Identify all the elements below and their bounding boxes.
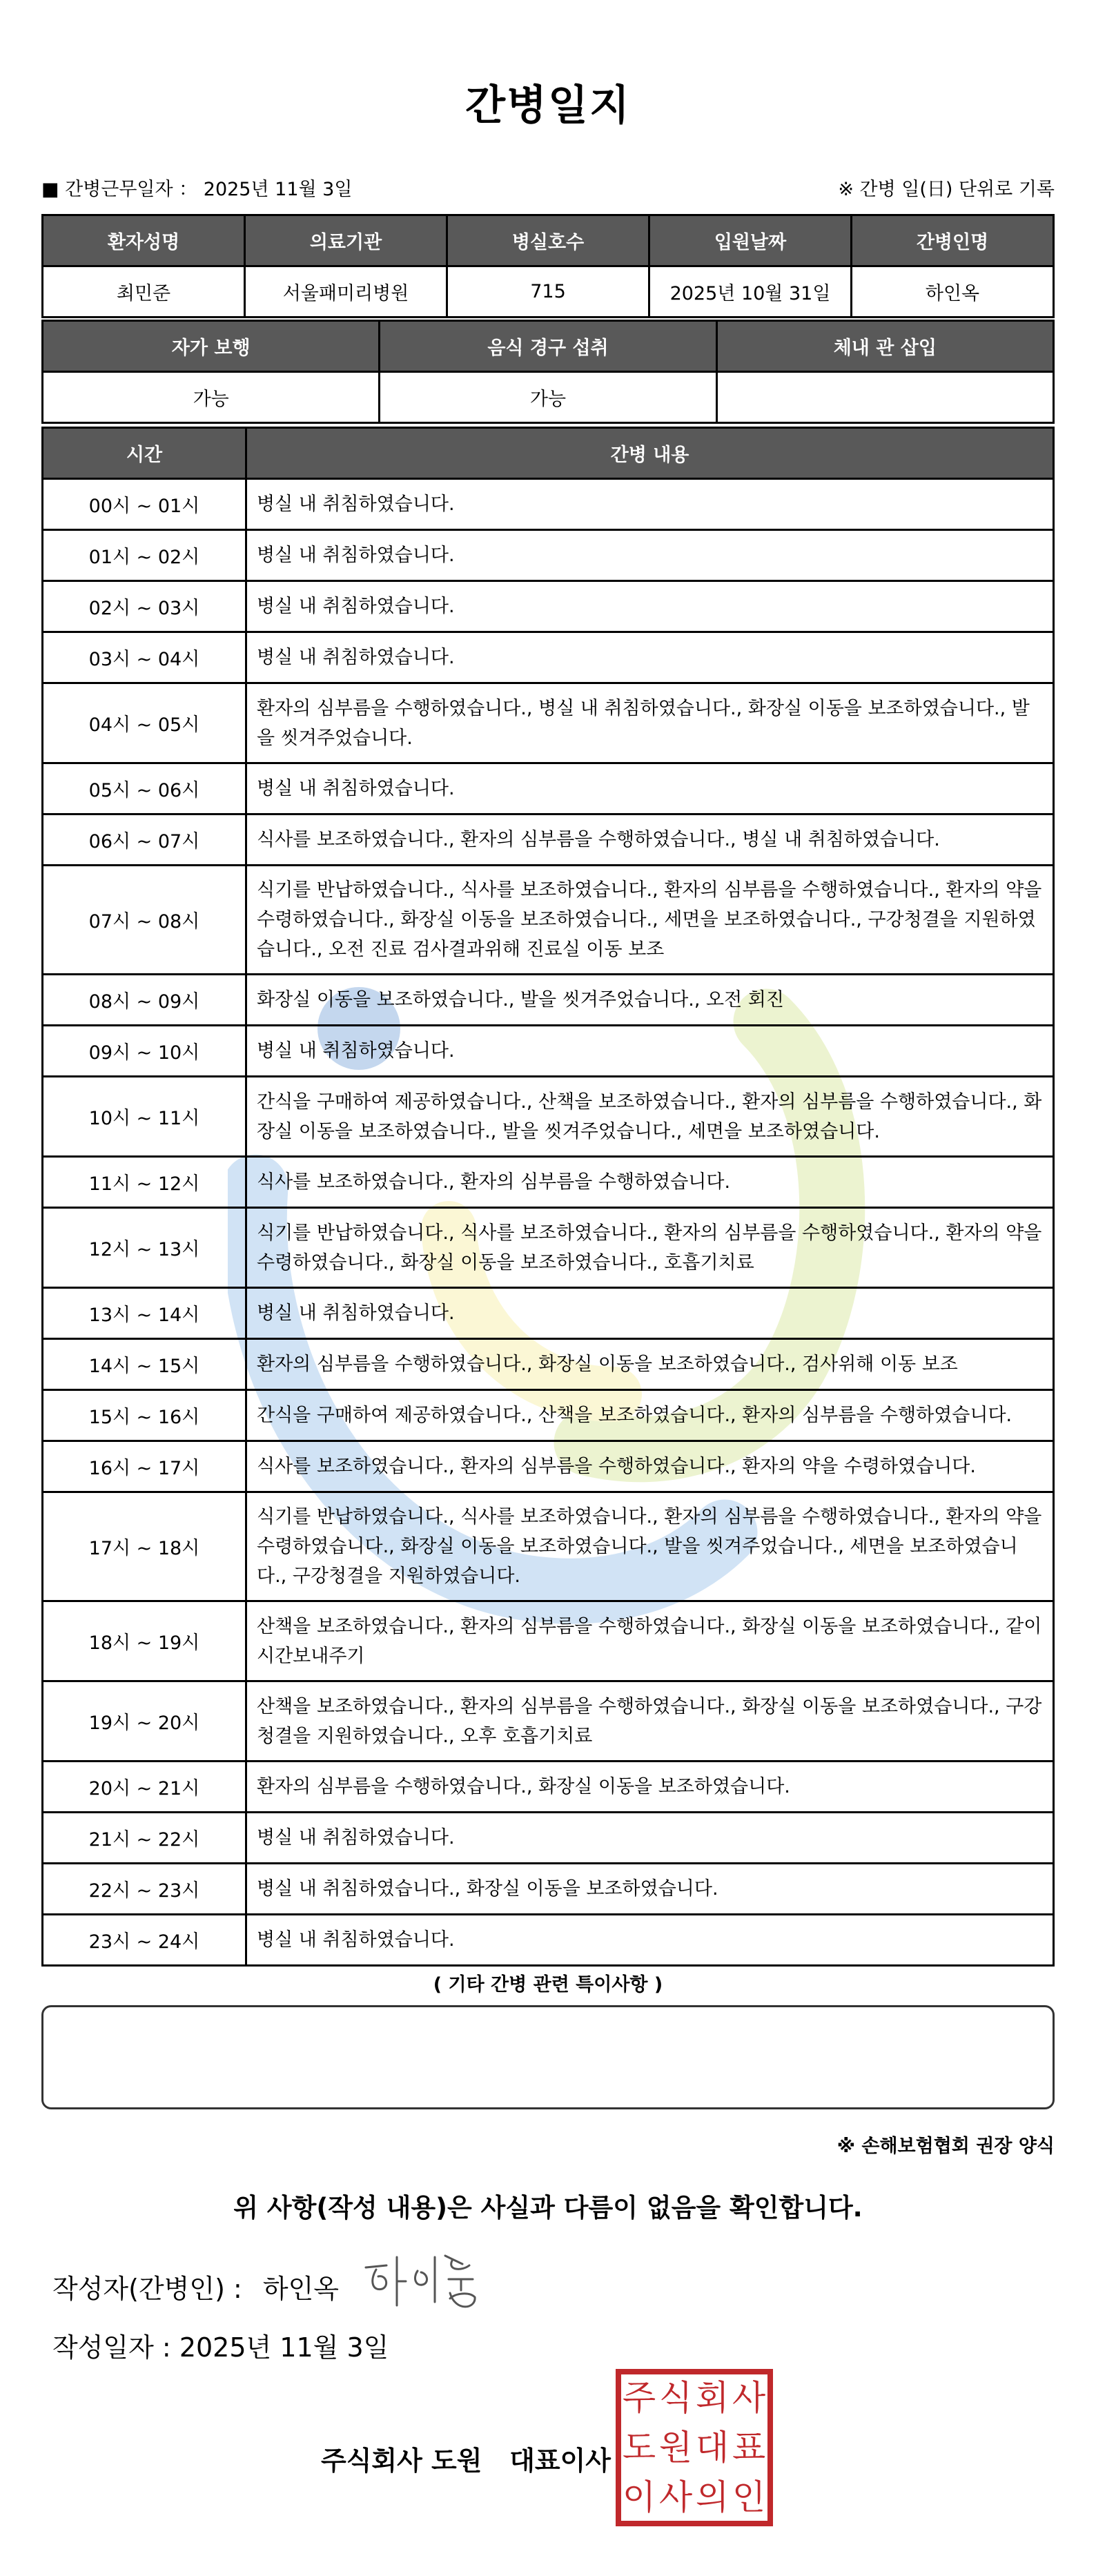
care-log-content: 병실 내 취침하였습니다. bbox=[246, 479, 1054, 530]
form-source-note: ※ 손해보험협회 권장 양식 bbox=[836, 2136, 1055, 2157]
care-log-time: 18시 ~ 19시 bbox=[43, 1601, 246, 1681]
seal-character: 도 bbox=[622, 2428, 656, 2468]
care-log-time: 14시 ~ 15시 bbox=[43, 1339, 246, 1390]
care-log-content: 병실 내 취침하였습니다. bbox=[246, 632, 1054, 683]
company-name: 주식회사 도원 bbox=[321, 2446, 482, 2476]
care-log-row bbox=[43, 1762, 1054, 1813]
care-log-row bbox=[43, 814, 1054, 866]
writer-name: 하인옥 bbox=[262, 2274, 339, 2304]
care-log-time: 11시 ~ 12시 bbox=[43, 1157, 246, 1208]
care-log-content: 환자의 심부름을 수행하였습니다., 화장실 이동을 보조하였습니다., 검사위해 이동 보조 bbox=[246, 1339, 1054, 1390]
care-log-row bbox=[43, 632, 1054, 683]
header-oral-intake: 음식 경구 섭취 bbox=[380, 321, 716, 372]
care-log-content: 화장실 이동을 보조하였습니다., 발을 씻겨주었습니다., 오전 회진 bbox=[246, 975, 1054, 1026]
writer-label: 작성자(간병인) : bbox=[52, 2274, 242, 2304]
status-value-row bbox=[43, 372, 1054, 423]
care-log-time: 01시 ~ 02시 bbox=[43, 530, 246, 581]
care-log-row bbox=[43, 975, 1054, 1026]
care-log-row bbox=[43, 866, 1054, 975]
care-log-time: 00시 ~ 01시 bbox=[43, 479, 246, 530]
care-log-row bbox=[43, 1026, 1054, 1077]
admission-date: 2025년 10월 31일 bbox=[649, 266, 852, 318]
seal-character: 회 bbox=[695, 2378, 730, 2418]
care-log-time: 06시 ~ 07시 bbox=[43, 814, 246, 866]
care-log-content: 병실 내 취침하였습니다. bbox=[246, 1813, 1054, 1864]
work-date-line bbox=[41, 174, 352, 201]
care-log-row bbox=[43, 1441, 1054, 1492]
care-log-time: 03시 ~ 04시 bbox=[43, 632, 246, 683]
care-log-time: 20시 ~ 21시 bbox=[43, 1762, 246, 1813]
care-log-time: 04시 ~ 05시 bbox=[43, 683, 246, 763]
status-header-row bbox=[43, 321, 1054, 372]
handwritten-signature bbox=[359, 2243, 483, 2319]
care-log-content: 산책을 보조하였습니다., 환자의 심부름을 수행하였습니다., 화장실 이동을 보조하였습니다., 구강청결을 지원하였습니다., 오후 호흡기치료 bbox=[246, 1681, 1054, 1762]
work-date-value: 2025년 11월 3일 bbox=[203, 179, 353, 200]
care-log-time: 07시 ~ 08시 bbox=[43, 866, 246, 975]
care-log-time: 22시 ~ 23시 bbox=[43, 1864, 246, 1915]
written-date-value: 2025년 11월 3일 bbox=[179, 2332, 389, 2363]
care-log-content: 병실 내 취침하였습니다. bbox=[246, 1915, 1054, 1966]
care-log-row bbox=[43, 683, 1054, 763]
care-log-content: 병실 내 취침하였습니다. bbox=[246, 1288, 1054, 1339]
seal-character: 대 bbox=[695, 2428, 730, 2468]
care-log-content: 식사를 보조하였습니다., 환자의 심부름을 수행하였습니다., 병실 내 취침하였습니다. bbox=[246, 814, 1054, 866]
seal-character: 표 bbox=[732, 2428, 766, 2468]
record-unit-note: ※ 간병 일(日) 단위로 기록 bbox=[838, 179, 1055, 200]
care-log-row bbox=[43, 1208, 1054, 1288]
special-notes-box bbox=[41, 2005, 1055, 2109]
care-log-time: 13시 ~ 14시 bbox=[43, 1288, 246, 1339]
care-log-content: 식사를 보조하였습니다., 환자의 심부름을 수행하였습니다., 환자의 약을 수령하였습니다. bbox=[246, 1441, 1054, 1492]
care-log-time: 23시 ~ 24시 bbox=[43, 1915, 246, 1966]
writer-line bbox=[52, 2267, 351, 2305]
care-log-content: 환자의 심부름을 수행하였습니다., 병실 내 취침하였습니다., 화장실 이동을 보조하였습니다., 발을 씻겨주었습니다. bbox=[246, 683, 1054, 763]
header-self-walking: 자가 보행 bbox=[43, 321, 380, 372]
care-log-row bbox=[43, 581, 1054, 632]
care-log-content: 식사를 보조하였습니다., 환자의 심부름을 수행하였습니다. bbox=[246, 1157, 1054, 1208]
care-log-content: 병실 내 취침하였습니다. bbox=[246, 763, 1054, 814]
written-date-line bbox=[52, 2326, 389, 2364]
care-log-body bbox=[43, 479, 1054, 1966]
care-log-row bbox=[43, 1915, 1054, 1966]
confirmation-statement: 위 사항(작성 내용)은 사실과 다름이 없음을 확인합니다. bbox=[233, 2193, 863, 2223]
care-log-row bbox=[43, 1601, 1054, 1681]
care-log-row bbox=[43, 1813, 1054, 1864]
seal-character: 식 bbox=[658, 2378, 693, 2418]
care-log-time: 19시 ~ 20시 bbox=[43, 1681, 246, 1762]
care-log-row bbox=[43, 1077, 1054, 1157]
care-log-content: 환자의 심부름을 수행하였습니다., 화장실 이동을 보조하였습니다. bbox=[246, 1762, 1054, 1813]
patient-info-value-row bbox=[43, 266, 1054, 318]
care-log-row bbox=[43, 479, 1054, 530]
care-log-time: 10시 ~ 11시 bbox=[43, 1077, 246, 1157]
seal-character: 원 bbox=[658, 2428, 693, 2468]
header-caregiver-name: 간병인명 bbox=[852, 215, 1054, 266]
seal-character: 의 bbox=[695, 2477, 730, 2517]
care-log-row bbox=[43, 763, 1054, 814]
header-patient-name: 환자성명 bbox=[43, 215, 245, 266]
care-log-time: 08시 ~ 09시 bbox=[43, 975, 246, 1026]
care-log-row bbox=[43, 1390, 1054, 1441]
care-log-row bbox=[43, 1339, 1054, 1390]
tube-insertion-value bbox=[716, 372, 1053, 423]
patient-info-header-row bbox=[43, 215, 1054, 266]
care-log-time: 12시 ~ 13시 bbox=[43, 1208, 246, 1288]
care-log-content: 병실 내 취침하였습니다. bbox=[246, 1026, 1054, 1077]
seal-character: 인 bbox=[732, 2477, 766, 2517]
company-role: 대표이사 bbox=[509, 2446, 611, 2476]
care-log-header-row bbox=[43, 428, 1054, 479]
room-number: 715 bbox=[447, 266, 649, 318]
care-log-time: 02시 ~ 03시 bbox=[43, 581, 246, 632]
care-log-content: 식기를 반납하였습니다., 식사를 보조하였습니다., 환자의 심부름을 수행하였습니다., 환자의 약을 수령하였습니다., 화장실 이동을 보조하였습니다., 발을 씻겨주었습니다., 세면을 보조하였습니다., 구강청결을 지원하였습니다. bbox=[246, 1492, 1054, 1601]
care-log-content: 산책을 보조하였습니다., 환자의 심부름을 수행하였습니다., 화장실 이동을 보조하였습니다., 같이 시간보내주기 bbox=[246, 1601, 1054, 1681]
care-log-time: 09시 ~ 10시 bbox=[43, 1026, 246, 1077]
page-title: 간병일지 bbox=[465, 81, 631, 130]
special-notes-title: ( 기타 간병 관련 특이사항 ) bbox=[433, 1974, 663, 1996]
patient-info-table bbox=[41, 214, 1055, 318]
company-line bbox=[321, 2439, 611, 2477]
header-time: 시간 bbox=[43, 428, 246, 479]
care-log-row bbox=[43, 1492, 1054, 1601]
hospital-name: 서울패미리병원 bbox=[245, 266, 447, 318]
patient-status-table bbox=[41, 320, 1055, 424]
care-log-content: 식기를 반납하였습니다., 식사를 보조하였습니다., 환자의 심부름을 수행하였습니다., 환자의 약을 수령하였습니다., 화장실 이동을 보조하였습니다., 세면을 보조하였습니다., 구강청결을 지원하였습니다., 오전 진료 검사결과위해 진료실 이동 보조 bbox=[246, 866, 1054, 975]
care-log-row bbox=[43, 1864, 1054, 1915]
seal-character: 사 bbox=[658, 2477, 693, 2517]
care-log-content: 병실 내 취침하였습니다., 화장실 이동을 보조하였습니다. bbox=[246, 1864, 1054, 1915]
seal-character: 주 bbox=[622, 2378, 656, 2418]
care-log-table bbox=[41, 427, 1055, 1967]
care-log-row bbox=[43, 530, 1054, 581]
oral-intake-value: 가능 bbox=[380, 372, 716, 423]
seal-character: 사 bbox=[732, 2378, 766, 2418]
care-log-row bbox=[43, 1157, 1054, 1208]
header-admission-date: 입원날짜 bbox=[649, 215, 852, 266]
care-log-row bbox=[43, 1288, 1054, 1339]
care-log-time: 15시 ~ 16시 bbox=[43, 1390, 246, 1441]
caregiver-name: 하인옥 bbox=[852, 266, 1054, 318]
company-seal-stamp bbox=[614, 2368, 774, 2528]
header-tube-insertion: 체내 관 삽입 bbox=[716, 321, 1053, 372]
care-log-time: 21시 ~ 22시 bbox=[43, 1813, 246, 1864]
header-hospital: 의료기관 bbox=[245, 215, 447, 266]
care-log-content: 병실 내 취침하였습니다. bbox=[246, 581, 1054, 632]
care-log-content: 병실 내 취침하였습니다. bbox=[246, 530, 1054, 581]
work-date-label: ■ 간병근무일자 ： bbox=[41, 179, 198, 200]
seal-character: 이 bbox=[622, 2477, 656, 2517]
written-date-label: 작성일자 : bbox=[52, 2332, 171, 2363]
care-log-content: 간식을 구매하여 제공하였습니다., 산책을 보조하였습니다., 환자의 심부름을 수행하였습니다. bbox=[246, 1390, 1054, 1441]
care-log-content: 식기를 반납하였습니다., 식사를 보조하였습니다., 환자의 심부름을 수행하였습니다., 환자의 약을 수령하였습니다., 화장실 이동을 보조하였습니다., 호흡기치료 bbox=[246, 1208, 1054, 1288]
header-room-number: 병실호수 bbox=[447, 215, 649, 266]
care-log-time: 05시 ~ 06시 bbox=[43, 763, 246, 814]
care-log-time: 16시 ~ 17시 bbox=[43, 1441, 246, 1492]
header-care-content: 간병 내용 bbox=[246, 428, 1054, 479]
self-walking-value: 가능 bbox=[43, 372, 380, 423]
patient-name: 최민준 bbox=[43, 266, 245, 318]
care-log-content: 간식을 구매하여 제공하였습니다., 산책을 보조하였습니다., 환자의 심부름을 수행하였습니다., 화장실 이동을 보조하였습니다., 발을 씻겨주었습니다., 세면을 보조하였습니다. bbox=[246, 1077, 1054, 1157]
care-log-time: 17시 ~ 18시 bbox=[43, 1492, 246, 1601]
care-log-row bbox=[43, 1681, 1054, 1762]
